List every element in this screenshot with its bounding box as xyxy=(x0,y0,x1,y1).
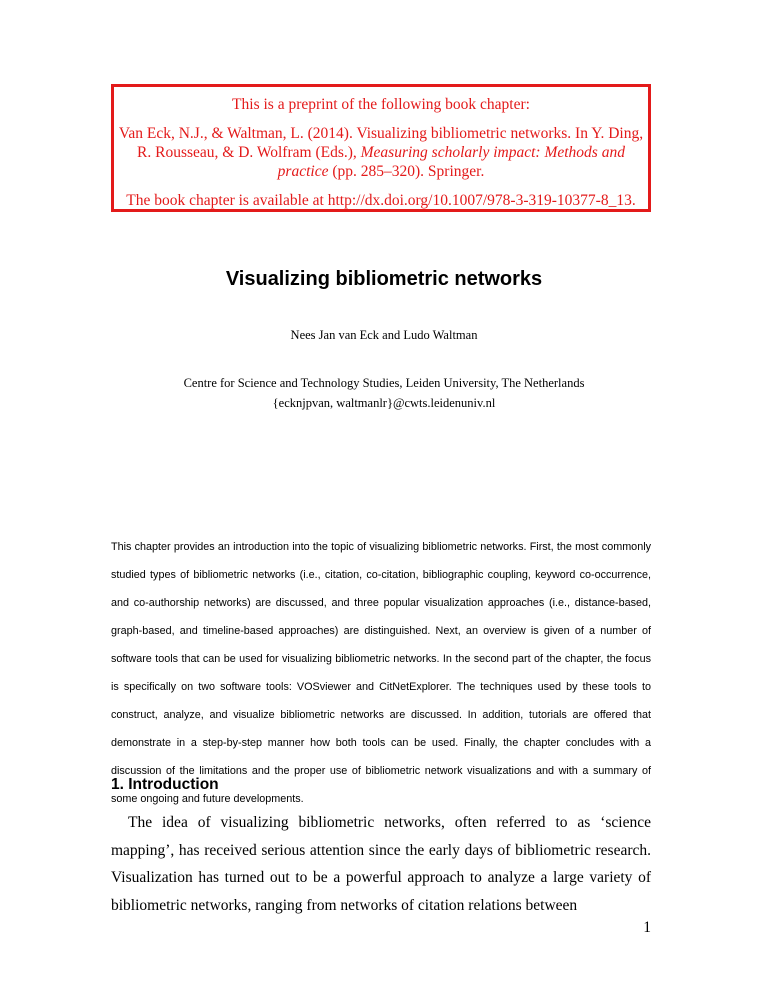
preprint-availability: The book chapter is available at http://dx.doi.org/10.1007/978-3-319-10377-8_13. xyxy=(126,192,636,209)
abstract: This chapter provides an introduction into the topic of visualizing bibliometric networks. First, the most commonly studied types of bibliometric networks (i.e., citation, co-citation, bibliographic coupling, keyword co-occurrence, and co-authorship networks) are discussed, and three popular visualization approaches (i.e., distance-based, graph-based, and timeline-based approaches) are distinguished. Next, an overview is given of a number of software tools that can be used for visualizing bibliometric networks. In the second part of the chapter, the focus is specifically on two software tools: VOSviewer and CitNetExplorer. The techniques used by these tools to construct, analyze, and visualize bibliometric networks are discussed. In addition, tutorials are offered that demonstrate in a step-by-step manner how both tools can be used. Finally, the chapter concludes with a discussion of the limitations and the proper use of bibliometric network visualizations and with a summary of some ongoing and future developments. xyxy=(111,541,651,805)
paper-title: Visualizing bibliometric networks xyxy=(225,268,543,290)
citation-prefix: Van Eck, N.J., & Waltman, L. (2014). Visualizing bibliometric networks. In Y. Ding, R. Rousseau, & D. Wolfram (Eds.), xyxy=(118,125,644,161)
authors: Nees Jan van Eck and Ludo Waltman xyxy=(290,328,478,342)
affiliation: Centre for Science and Technology Studies, Leiden University, The Netherlands xyxy=(183,376,585,390)
citation-suffix: (pp. 285–320). Springer. xyxy=(332,163,485,180)
citation-book-title: Measuring scholarly impact: Methods and practice xyxy=(277,144,625,180)
page-number: 1 xyxy=(643,919,651,936)
preprint-intro: This is a preprint of the following book chapter: xyxy=(232,96,530,113)
preprint-notice-box xyxy=(111,84,651,212)
section-body-text: The idea of visualizing bibliometric networks, often referred to as ‘science mapping’, has received serious attention since the early days of bibliometric research. Visualization has turned out to be a powerful approach to analyze a large variety of bibliometric networks, ranging from networks of citation relations between xyxy=(111,814,651,914)
author-email: {ecknjpvan, waltmanlr}@cwts.leidenuniv.nl xyxy=(272,396,496,410)
section-heading: 1. Introduction xyxy=(111,776,219,793)
preprint-citation xyxy=(114,124,648,181)
